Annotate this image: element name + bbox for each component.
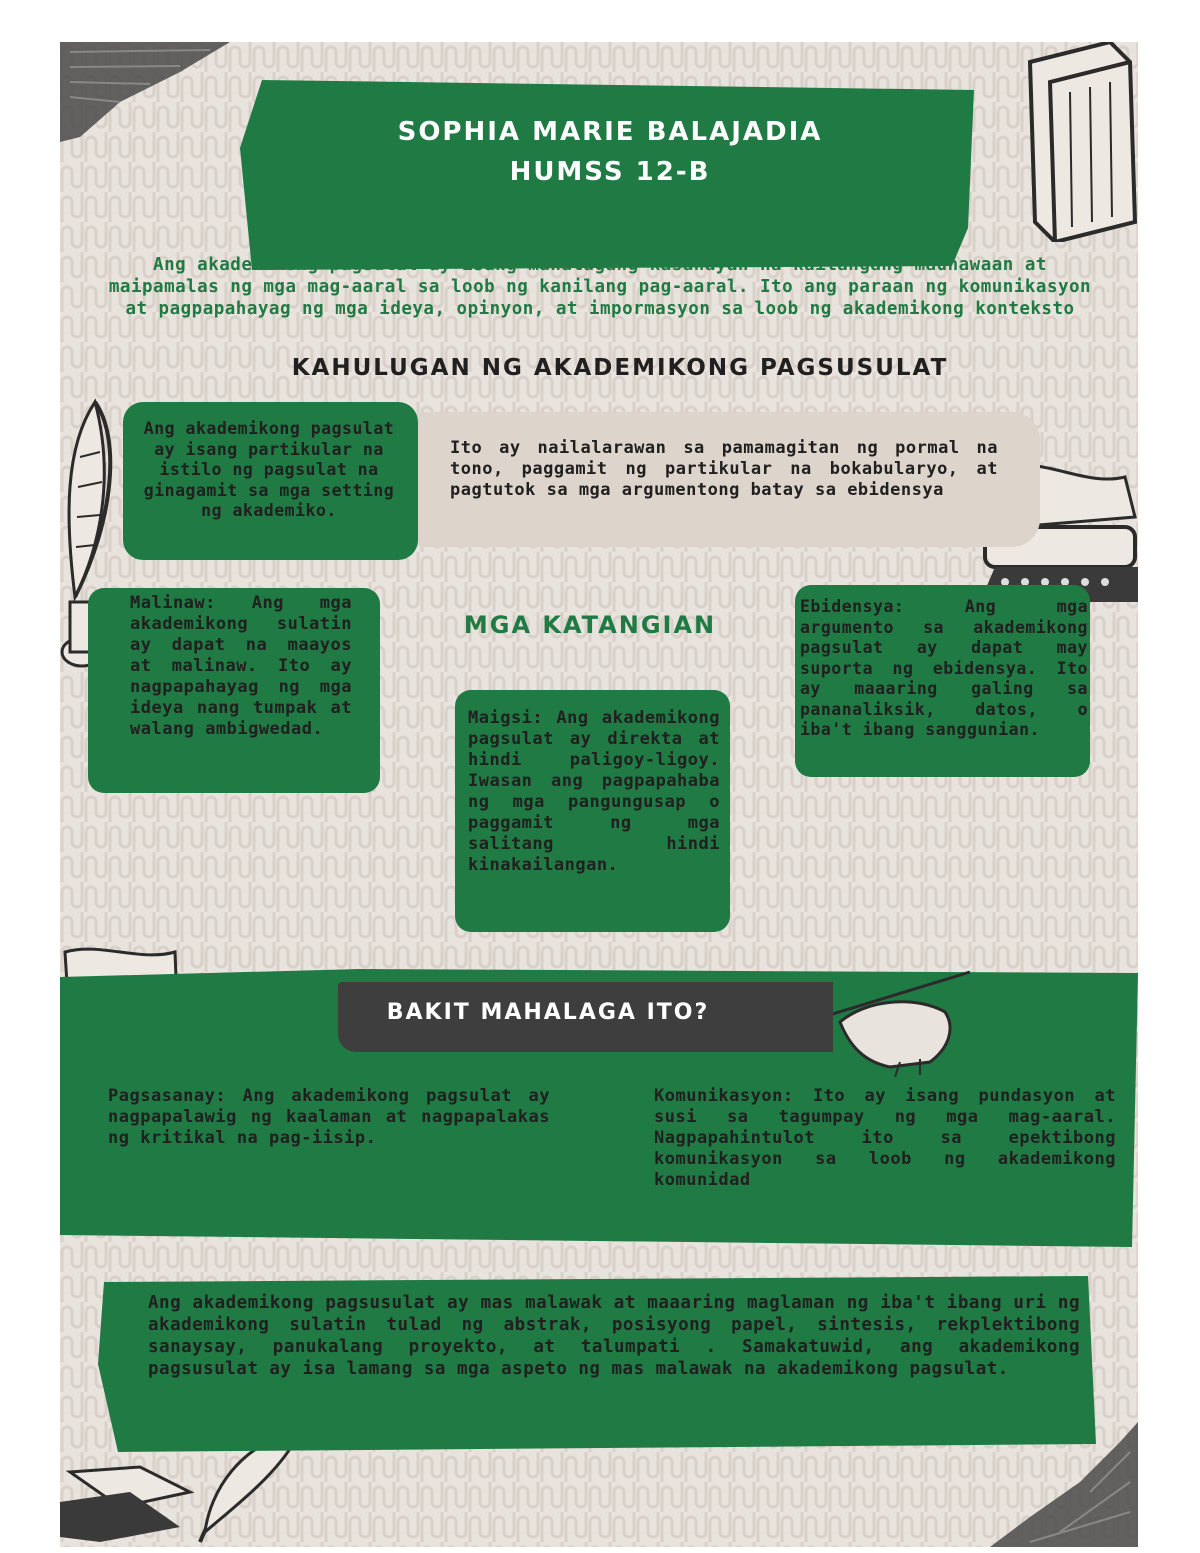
characteristics-heading: MGA KATANGIAN — [463, 611, 717, 639]
intro-paragraph: Ang akademikong pagsulat ay isang mahalagang kasanayan na kailangang maunawaan at maipamalas ng mga mag-aaral sa loob ng kanilang pag-aaral. Ito ang paraan ng komunikasyon at pagpapahayag ng mga ideya, opinyon, at impormasyon sa loob ng akademikong konteksto — [108, 255, 1092, 319]
importance-heading: BAKIT MAHALAGA ITO? — [386, 1000, 710, 1025]
quill-feather-icon — [60, 397, 130, 607]
ebidensya-text: Ebidensya: Ang mga argumento sa akademikong pagsulat ay dapat may suporta ng ebidensya. Ito ay maaaring galing sa pananaliksik, datos, o iba't ibang sanggunian. — [800, 597, 1088, 739]
infographic-poster — [60, 42, 1138, 1547]
maigsi-text: Maigsi: Ang akademikong pagsulat ay direkta at hindi paligoy-ligoy. Iwasan ang pagpapahaba ng mga pangungusap o paggamit ng mga salitang hindi kinakailangan. — [468, 708, 720, 875]
malinaw-text: Malinaw: Ang mga akademikong sulatin ay dapat na maayos at malinaw. Ito ay nagpapahayag ng mga ideya nang tumpak at walang ambigwedad. — [130, 593, 352, 739]
student-name: SOPHIA MARIE BALAJADIA — [397, 117, 823, 147]
student-section: HUMSS 12-B — [509, 157, 711, 187]
definition-heading: KAHULUGAN NG AKADEMIKONG PAGSUSULAT — [291, 355, 949, 381]
pagsasanay-text: Pagsasanay: Ang akademikong pagsulat ay nagpapalawig ng kaalaman at nagpapalakas ng kritikal na pag-iisip. — [108, 1086, 550, 1148]
old-book-icon — [1010, 42, 1138, 242]
corner-sketch-texture-top-left — [60, 42, 260, 152]
definition-description: Ito ay nailalarawan sa pamamagitan ng pormal na tono, paggamit ng partikular na bokabularyo, at pagtutok sa mga argumentong batay sa ebidensya — [450, 438, 998, 500]
definition-box-text: Ang akademikong pagsulat ay isang partikular na istilo ng pagsulat na ginagamit sa mga setting ng akademiko. — [143, 419, 395, 520]
komunikasyon-text: Komunikasyon: Ito ay isang pundasyon at susi sa tagumpay ng mga mag-aaral. Nagpapahintulot ito sa epektibong komunikasyon sa loob ng akademikong komunidad — [654, 1086, 1116, 1190]
conclusion-text: Ang akademikong pagsusulat ay mas malawak at maaaring maglaman ng iba't ibang uri ng akademikong sulatin tulad ng abstrak, posisyong papel, sintesis, rekplektibong sanaysay, panukalang proyekto, at talumpati . Samakatuwid, ang akademikong pagsusulat ay isa lamang sa mga aspeto ng mas malawak na akademikong pagsulat. — [148, 1293, 1080, 1379]
